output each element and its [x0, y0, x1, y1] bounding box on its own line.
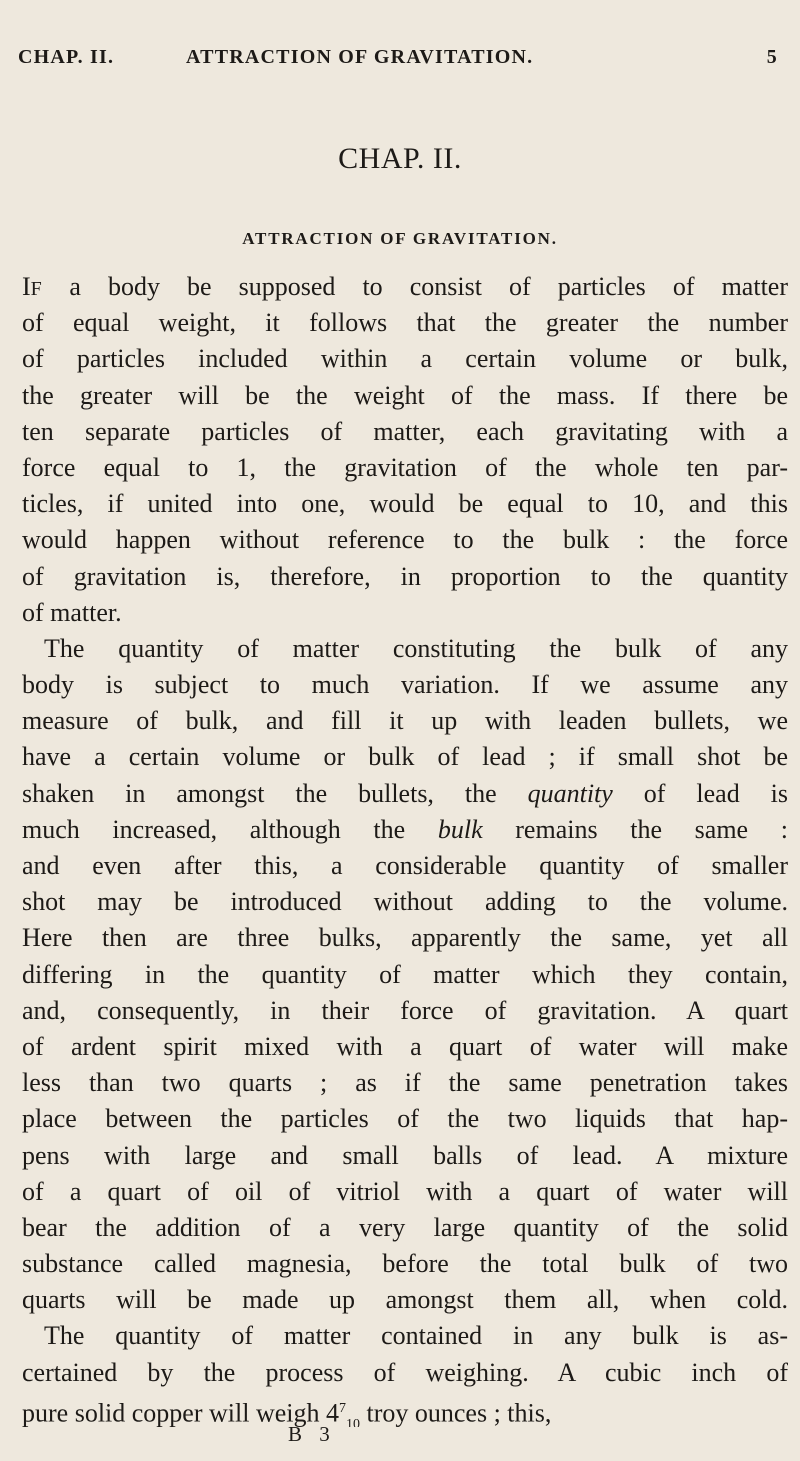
- text-line: and even after this, a considerable quantity of smaller: [22, 851, 788, 880]
- text-line: of particles included within a certain volume or bulk,: [22, 344, 788, 374]
- text-line: less than two quarts ; as if the same penetration takes: [22, 1068, 788, 1098]
- text-line: would happen without reference to the bulk : the force: [22, 525, 788, 555]
- text-line: pure solid copper will weigh $4^7_{10}$ troy ounces ; this,: [22, 1398, 552, 1427]
- text-line: pens with large and small balls of lead. A mixture: [22, 1140, 788, 1170]
- text-line: quarts will be made up amongst them all, when cold.: [22, 1285, 788, 1315]
- text-line: The quantity of matter contained in any bulk is as-: [44, 1321, 788, 1351]
- text-line: ten separate particles of matter, each gravitating with a: [22, 416, 788, 446]
- running-head-chapter: CHAP. II.: [18, 46, 115, 68]
- text-line: of ardent spirit mixed with a quart of water will make: [22, 1031, 788, 1061]
- text-line: have a certain volume or bulk of lead ; if small shot be: [22, 742, 788, 772]
- text-line: of a quart of oil of vitriol with a quart of water will: [22, 1176, 788, 1206]
- text-line: substance called magnesia, before the total bulk of two: [22, 1249, 788, 1279]
- text-line: The quantity of matter constituting the bulk of any: [44, 633, 788, 663]
- running-head-title: ATTRACTION OF GRAVITATION.: [186, 46, 534, 68]
- text-line: measure of bulk, and fill it up with leaden bullets, we: [22, 706, 788, 736]
- text-line: shot may be introduced without adding to the volume.: [22, 887, 788, 917]
- text-line: the greater will be the weight of the mass. If there be: [22, 380, 788, 410]
- text-line: of gravitation is, therefore, in proportion to the quantity: [22, 561, 788, 591]
- text-line: force equal to 1, the gravitation of the whole ten par-: [22, 452, 788, 482]
- text-line: bear the addition of a very large quantity of the solid: [22, 1212, 788, 1242]
- text-line: Here then are three bulks, apparently the same, yet all: [22, 923, 788, 953]
- body-text: [22, 269, 788, 1427]
- text-line: IF a body be supposed to consist of particles of matter: [22, 272, 788, 301]
- page-number: 5: [766, 46, 778, 68]
- text-line: shaken in amongst the bullets, the quantity of lead is: [22, 778, 788, 808]
- emphasis: bulk: [437, 814, 483, 844]
- text-line: much increased, although the bulk remains the same :: [22, 814, 788, 844]
- text-line: place between the particles of the two liquids that hap-: [22, 1104, 788, 1134]
- text-line: of matter.: [22, 597, 122, 627]
- text-line: and, consequently, in their force of gravitation. A quart: [22, 995, 788, 1025]
- chapter-title: CHAP. II.: [338, 142, 462, 175]
- emphasis: quantity: [527, 778, 613, 808]
- chapter-subtitle: ATTRACTION OF GRAVITATION.: [242, 229, 558, 248]
- text-line: ticles, if united into one, would be equal to 10, and this: [22, 489, 788, 519]
- text-line: of equal weight, it follows that the greater the number: [22, 308, 788, 338]
- running-head: [18, 46, 778, 76]
- text-line: body is subject to much variation. If we assume any: [22, 670, 788, 700]
- text-line: differing in the quantity of matter which they contain,: [22, 959, 788, 989]
- signature-mark: B 3: [288, 1422, 336, 1446]
- text-line: certained by the process of weighing. A cubic inch of: [22, 1357, 788, 1387]
